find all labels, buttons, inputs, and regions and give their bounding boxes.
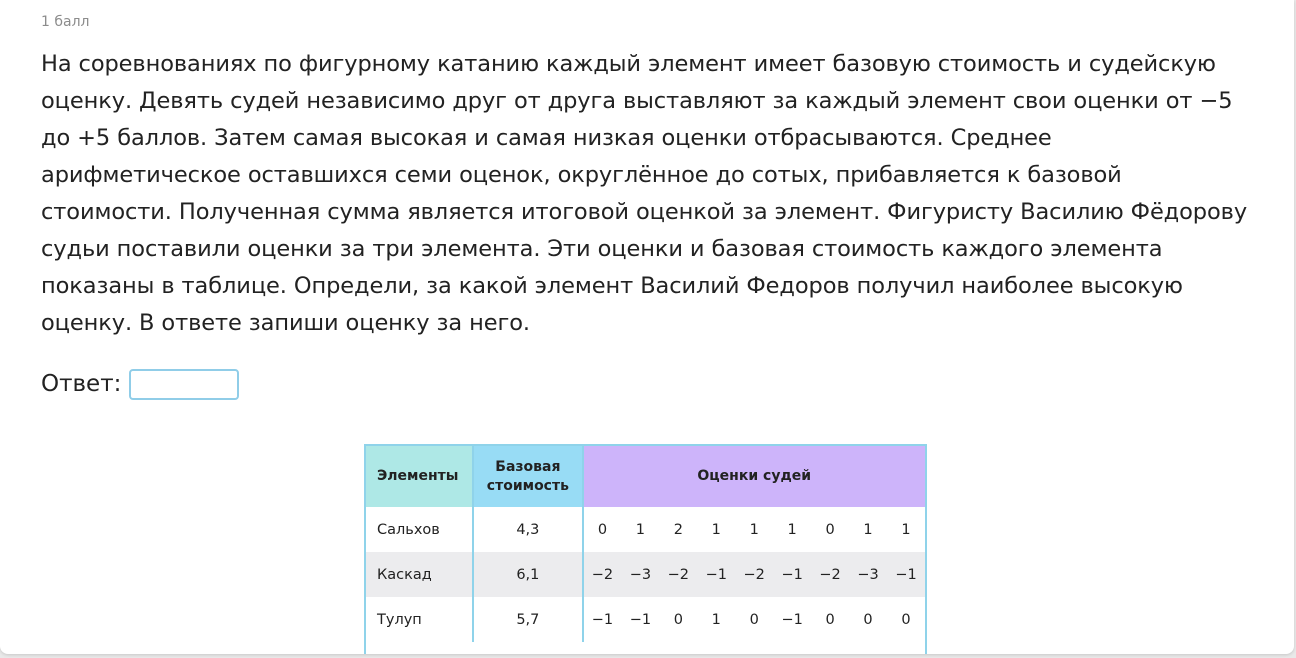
points-label: 1 балл [41,14,90,30]
scores-table-container [364,444,927,654]
answer-row [41,366,239,402]
judge-score: 0 [863,611,873,628]
element-name: Каскад [366,552,473,597]
judge-score: 0 [673,611,683,628]
header-base-line1: Базовая [495,458,561,475]
judge-score: −1 [781,611,803,628]
header-base-cost [473,446,582,507]
judge-score: 1 [635,521,646,538]
answer-input[interactable] [129,369,239,400]
judge-score: 1 [863,521,873,538]
table-header-row [366,446,925,507]
header-elements: Элементы [366,446,473,507]
judge-score: −3 [621,552,659,597]
element-name: Тулуп [377,611,422,628]
judge-score: −1 [887,552,925,597]
judge-score: −2 [811,552,849,597]
judge-score: −1 [697,552,735,597]
judge-score: −1 [591,611,614,628]
base-cost: 6,1 [473,552,582,597]
judge-score: 0 [901,611,911,628]
element-name: Сальхов [377,521,440,538]
judge-score: 1 [749,521,759,538]
header-base-line2: стоимость [486,477,569,494]
judge-score: 1 [711,611,721,628]
judge-score: 0 [597,521,608,538]
judge-score: −1 [773,552,811,597]
judge-score: 0 [749,611,759,628]
base-cost: 4,3 [473,507,582,552]
header-judge-scores: Оценки судей [583,446,926,507]
judge-score: 2 [673,521,683,538]
answer-label: Ответ: [41,371,122,397]
judge-score: 0 [825,611,835,628]
scores-table [366,446,925,642]
judge-score: −2 [659,552,697,597]
judge-score: −2 [583,552,622,597]
judge-score: −2 [735,552,773,597]
table-row [366,507,925,552]
judge-score: −1 [629,611,652,628]
judge-score: −3 [849,552,887,597]
base-cost: 5,7 [473,597,582,642]
judge-score: 1 [787,521,797,538]
table-row [366,552,925,597]
question-text: На соревнованиях по фигурному катанию каждый элемент имеет базовую стоимость и судейскую оценку. Девять судей независимо друг от друга выставляют за каждый элемент свои оценки от −5 до +5 баллов. Затем самая высокая и самая низкая оценки отбрасываются. Среднее арифметическое оставшихся семи оценок, округлённое до сотых, прибавляется к базовой стоимости. Полученная сумма является итоговой оценкой за элемент. Фигуристу Василию Фёдорову судьи поставили оценки за три элемента. Эти оценки и базовая стоимость каждого элемента показаны в таблице. Определи, за какой элемент Василий Федоров получил наиболее высокую оценку. В ответе запиши оценку за него. [41,51,1248,336]
table-row [366,597,925,642]
judge-score: 1 [901,521,911,538]
judge-score: 1 [711,521,721,538]
judge-score: 0 [825,521,835,538]
